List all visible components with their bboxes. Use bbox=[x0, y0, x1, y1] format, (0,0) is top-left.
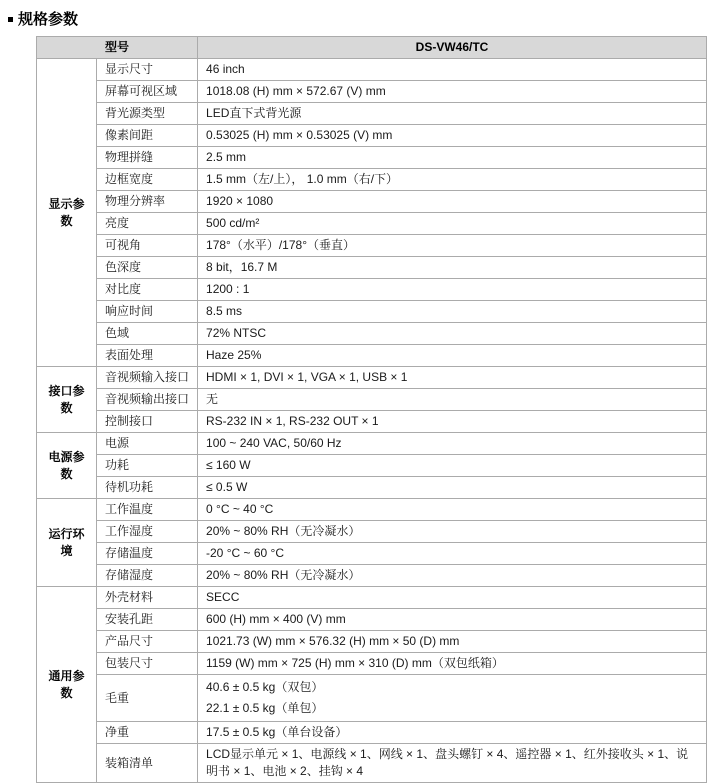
param-label: 色域 bbox=[97, 323, 198, 345]
table-row bbox=[37, 722, 707, 744]
table-row bbox=[37, 169, 707, 191]
table-row bbox=[37, 389, 707, 411]
table-row bbox=[37, 191, 707, 213]
param-value: LED直下式背光源 bbox=[198, 103, 707, 125]
param-label: 边框宽度 bbox=[97, 169, 198, 191]
param-value: 1200 : 1 bbox=[198, 279, 707, 301]
param-value: 178°（水平）/178°（垂直） bbox=[198, 235, 707, 257]
param-value: 0 °C ~ 40 °C bbox=[198, 499, 707, 521]
table-row bbox=[37, 455, 707, 477]
param-value: 8.5 ms bbox=[198, 301, 707, 323]
table-row bbox=[37, 235, 707, 257]
group-label: 电源参数 bbox=[37, 433, 97, 499]
param-label: 背光源类型 bbox=[97, 103, 198, 125]
group-label: 接口参数 bbox=[37, 367, 97, 433]
param-label: 音视频输出接口 bbox=[97, 389, 198, 411]
table-row bbox=[37, 257, 707, 279]
param-label: 功耗 bbox=[97, 455, 198, 477]
page-title-text: 规格参数 bbox=[18, 11, 79, 28]
table-row bbox=[37, 279, 707, 301]
param-label: 电源 bbox=[97, 433, 198, 455]
param-label: 响应时间 bbox=[97, 301, 198, 323]
param-value: 无 bbox=[198, 389, 707, 411]
spec-table bbox=[36, 36, 707, 783]
param-label: 色深度 bbox=[97, 257, 198, 279]
group-label: 运行环境 bbox=[37, 499, 97, 587]
param-label: 工作温度 bbox=[97, 499, 198, 521]
param-value: Haze 25% bbox=[198, 345, 707, 367]
model-value: DS-VW46/TC bbox=[198, 37, 707, 59]
param-label: 外壳材料 bbox=[97, 587, 198, 609]
param-label: 安装孔距 bbox=[97, 609, 198, 631]
table-row bbox=[37, 345, 707, 367]
page-title bbox=[6, 8, 706, 29]
param-value: 1018.08 (H) mm × 572.67 (V) mm bbox=[198, 81, 707, 103]
table-row bbox=[37, 653, 707, 675]
group-label: 通用参数 bbox=[37, 587, 97, 783]
table-row bbox=[37, 213, 707, 235]
table-row bbox=[37, 499, 707, 521]
table-row bbox=[37, 744, 707, 783]
param-value: ≤ 160 W bbox=[198, 455, 707, 477]
param-label: 产品尺寸 bbox=[97, 631, 198, 653]
table-row bbox=[37, 433, 707, 455]
table-row bbox=[37, 411, 707, 433]
param-label: 可视角 bbox=[97, 235, 198, 257]
param-label: 像素间距 bbox=[97, 125, 198, 147]
param-value: 1.5 mm（左/上）， 1.0 mm（右/下） bbox=[198, 169, 707, 191]
param-label: 存储温度 bbox=[97, 543, 198, 565]
param-value: 100 ~ 240 VAC, 50/60 Hz bbox=[198, 433, 707, 455]
model-label: 型号 bbox=[37, 37, 198, 59]
param-label: 表面处理 bbox=[97, 345, 198, 367]
param-value-line: 22.1 ± 0.5 kg（单包） bbox=[206, 701, 324, 715]
table-row bbox=[37, 609, 707, 631]
table-row bbox=[37, 675, 707, 722]
param-value bbox=[198, 675, 707, 722]
table-row bbox=[37, 631, 707, 653]
table-row bbox=[37, 565, 707, 587]
param-value: 46 inch bbox=[198, 59, 707, 81]
param-label: 工作湿度 bbox=[97, 521, 198, 543]
param-value: 1920 × 1080 bbox=[198, 191, 707, 213]
param-label: 音视频输入接口 bbox=[97, 367, 198, 389]
param-value: HDMI × 1, DVI × 1, VGA × 1, USB × 1 bbox=[198, 367, 707, 389]
param-value-line: 40.6 ± 0.5 kg（双包） bbox=[206, 680, 324, 694]
table-row bbox=[37, 81, 707, 103]
param-label: 存储湿度 bbox=[97, 565, 198, 587]
table-row bbox=[37, 147, 707, 169]
table-header-row bbox=[37, 37, 707, 59]
param-label: 包装尺寸 bbox=[97, 653, 198, 675]
table-row bbox=[37, 103, 707, 125]
param-value: 1159 (W) mm × 725 (H) mm × 310 (D) mm（双包纸箱） bbox=[198, 653, 707, 675]
param-label: 对比度 bbox=[97, 279, 198, 301]
param-value: 20% ~ 80% RH（无冷凝水） bbox=[198, 565, 707, 587]
table-row bbox=[37, 587, 707, 609]
param-label: 控制接口 bbox=[97, 411, 198, 433]
table-row bbox=[37, 125, 707, 147]
table-row bbox=[37, 59, 707, 81]
param-value: -20 °C ~ 60 °C bbox=[198, 543, 707, 565]
table-row bbox=[37, 367, 707, 389]
param-label: 装箱清单 bbox=[97, 744, 198, 783]
title-bullet-icon bbox=[8, 17, 13, 22]
param-value: 8 bit，16.7 M bbox=[198, 257, 707, 279]
param-label: 净重 bbox=[97, 722, 198, 744]
param-label: 物理拼缝 bbox=[97, 147, 198, 169]
param-label: 显示尺寸 bbox=[97, 59, 198, 81]
param-value: 72% NTSC bbox=[198, 323, 707, 345]
param-value: 2.5 mm bbox=[198, 147, 707, 169]
table-row bbox=[37, 323, 707, 345]
param-value: 20% ~ 80% RH（无冷凝水） bbox=[198, 521, 707, 543]
param-label: 物理分辨率 bbox=[97, 191, 198, 213]
param-value: ≤ 0.5 W bbox=[198, 477, 707, 499]
param-value: 1021.73 (W) mm × 576.32 (H) mm × 50 (D) mm bbox=[198, 631, 707, 653]
param-label: 毛重 bbox=[97, 675, 198, 722]
param-label: 待机功耗 bbox=[97, 477, 198, 499]
param-value: 17.5 ± 0.5 kg（单台设备） bbox=[198, 722, 707, 744]
param-value: RS-232 IN × 1, RS-232 OUT × 1 bbox=[198, 411, 707, 433]
param-value: 500 cd/m² bbox=[198, 213, 707, 235]
table-row bbox=[37, 543, 707, 565]
param-label: 亮度 bbox=[97, 213, 198, 235]
param-value: SECC bbox=[198, 587, 707, 609]
group-label: 显示参数 bbox=[37, 59, 97, 367]
param-value: LCD显示单元 × 1、电源线 × 1、网线 × 1、盘头螺钉 × 4、遥控器 × 1、红外接收头 × 1、说明书 × 1、电池 × 2、挂钩 × 4 bbox=[198, 744, 707, 783]
table-row bbox=[37, 301, 707, 323]
table-row bbox=[37, 521, 707, 543]
table-row bbox=[37, 477, 707, 499]
param-label: 屏幕可视区域 bbox=[97, 81, 198, 103]
param-value: 600 (H) mm × 400 (V) mm bbox=[198, 609, 707, 631]
param-value: 0.53025 (H) mm × 0.53025 (V) mm bbox=[198, 125, 707, 147]
